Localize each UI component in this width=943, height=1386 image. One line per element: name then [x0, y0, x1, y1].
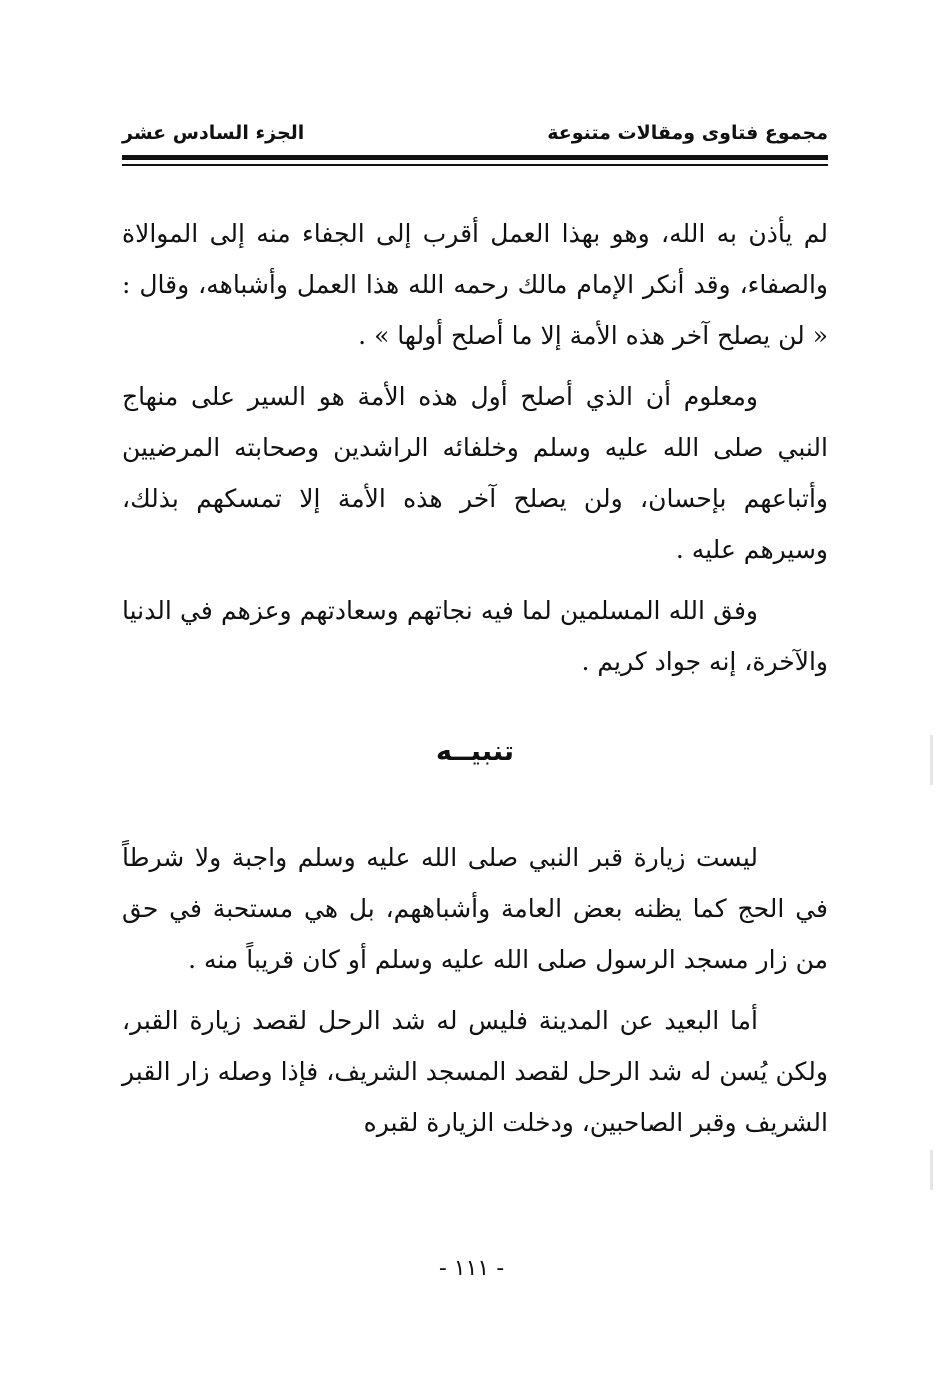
paragraph: ليست زيارة قبر النبي صلى الله عليه وسلم واجبة ولا شرطاً في الحج كما يظنه بعض العامة وأشباههم، بل هي مستحبة في حق من زار مسجد الرسول صلى الله عليه وسلم أو كان قريباً منه . — [122, 843, 828, 974]
paragraph: وفق الله المسلمين لما فيه نجاتهم وسعادتهم وعزهم في الدنيا والآخرة، إنه جواد كريم . — [122, 596, 828, 676]
header-rule-thin — [122, 164, 828, 166]
book-title: مجموع فتاوى ومقالات متنوعة — [547, 122, 828, 144]
scan-edge-mark — [930, 1150, 933, 1190]
section-heading: تنبيــه — [435, 736, 515, 767]
running-header — [122, 118, 828, 152]
paragraph: ومعلوم أن الذي أصلح أول هذه الأمة هو السير على منهاج النبي صلى الله عليه وسلم وخلفائه الراشدين وصحابته المرضيين وأتباعهم بإحسان، ولن يصلح آخر هذه الأمة إلا تمسكهم بذلك، وسيرهم عليه . — [122, 382, 828, 564]
header-rule-thick — [122, 155, 828, 160]
volume-label: الجزء السادس عشر — [122, 122, 305, 144]
paragraph: لم يأذن به الله، وهو بهذا العمل أقرب إلى الجفاء منه إلى الموالاة والصفاء، وقد أنكر الإمام مالك رحمه الله هذا العمل وأشباهه، وقال : « لن يصلح آخر هذه الأمة إلا ما أصلح أولها » . — [122, 219, 828, 350]
page-number: - ١١١ - — [438, 1256, 505, 1281]
paragraph: أما البعيد عن المدينة فليس له شد الرحل لقصد زيارة القبر، ولكن يُسن له شد الرحل لقصد المسجد الشريف، فإذا وصله زار القبر الشريف وقبر الصاحبين، ودخلت الزيارة لقبره — [122, 1006, 828, 1137]
page-body — [122, 208, 828, 1158]
scan-edge-mark — [930, 735, 933, 785]
